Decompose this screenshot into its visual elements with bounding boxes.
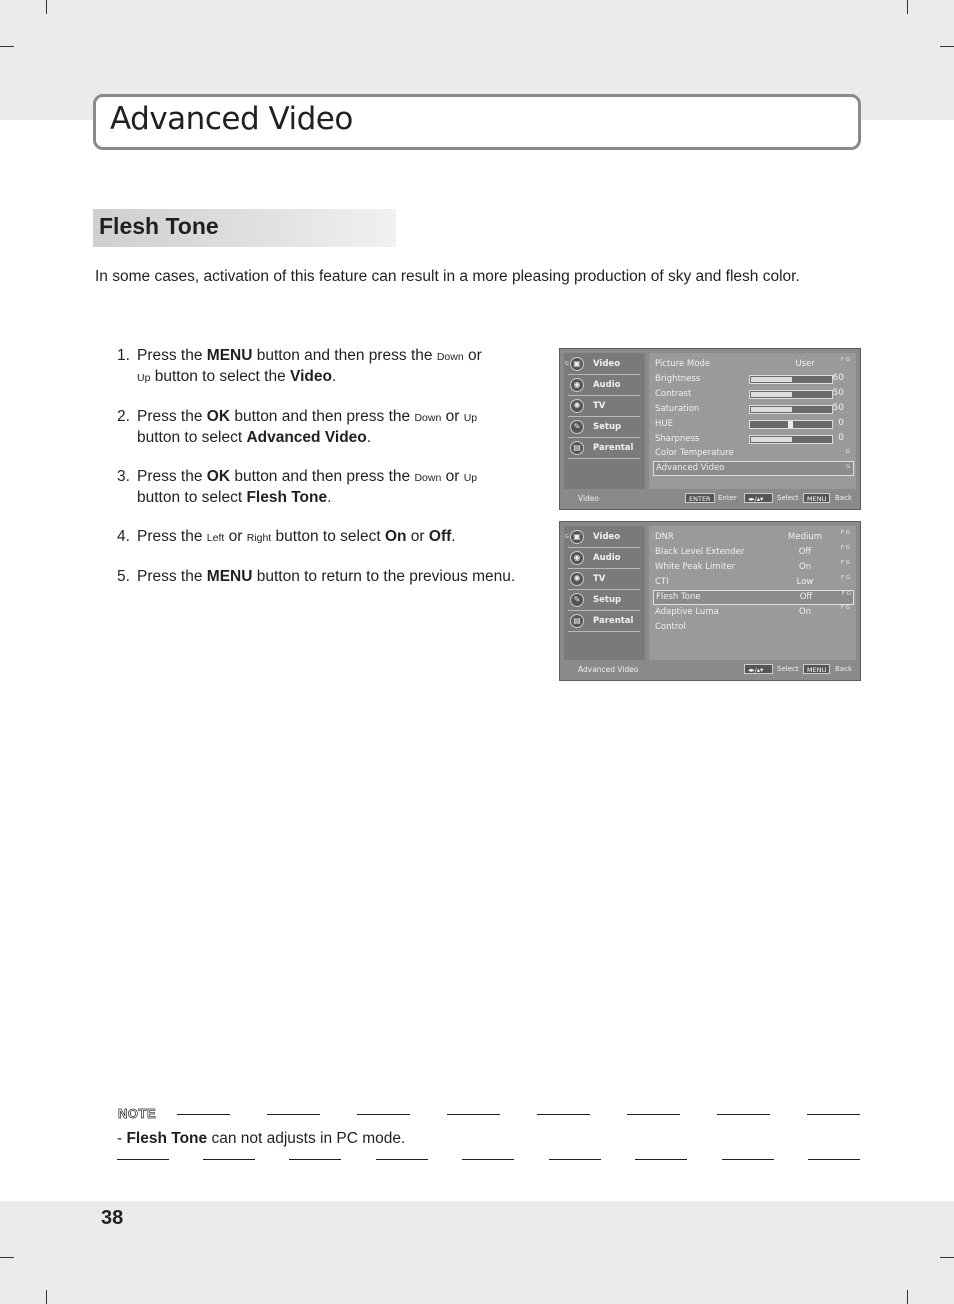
arrow-label: Up [137, 372, 151, 384]
arrow-label: Right [246, 532, 272, 544]
menu-row-contrast[interactable] [655, 387, 850, 402]
footer-text: Enter [718, 494, 737, 502]
crop-mark [940, 46, 954, 47]
row-value: Low [796, 577, 814, 587]
sidebar-item-video[interactable] [568, 355, 640, 375]
slider-bar[interactable] [749, 405, 833, 414]
menu-row-control[interactable] [655, 620, 850, 635]
osd-footer [564, 491, 856, 507]
option-name: Off [428, 528, 452, 545]
row-value: On [798, 607, 812, 617]
slider-fill [751, 392, 792, 397]
arrow-label: Down [414, 472, 442, 484]
video-icon: ▣ [570, 530, 584, 544]
menu-name: Video [290, 368, 332, 385]
step-text: button and then press the [230, 408, 415, 425]
row-flag: F G [840, 560, 850, 566]
step-text: . [366, 429, 372, 446]
arrow-label: Down [414, 412, 442, 424]
intro-text: In some cases, activation of this feature can result in a more pleasing production of sky and flesh color. [95, 268, 800, 285]
note-rule [462, 1159, 514, 1160]
note-rule [808, 1159, 860, 1160]
crop-mark [907, 0, 908, 14]
step-text: button and then press the [230, 468, 415, 485]
note-rule [376, 1159, 428, 1160]
row-value: Off [799, 592, 813, 602]
row-flag: F G [840, 575, 850, 581]
menu-row-sharpness[interactable] [655, 432, 850, 447]
menu-row-advanced-video[interactable] [653, 461, 854, 476]
sidebar-item-audio[interactable] [568, 376, 640, 396]
row-flag: F G [840, 545, 850, 551]
menu-row-flesh-tone[interactable] [653, 590, 854, 605]
footer-label: Video [578, 494, 600, 503]
menu-row-adaptive-luma[interactable] [655, 605, 850, 620]
menu-name: Advanced Video [246, 429, 367, 446]
slider-bar[interactable] [749, 390, 833, 399]
crop-mark [940, 1257, 954, 1258]
osd-sidebar [564, 526, 645, 660]
page-title-box [93, 94, 861, 150]
sidebar-label: Setup [593, 422, 622, 432]
button-name: OK [206, 408, 231, 425]
step-number: 3. [117, 468, 130, 485]
page-title: Advanced Video [110, 101, 353, 137]
nav-arrows-icon: ◂▸/▴▾ [744, 664, 773, 674]
step-text: button to select the [150, 368, 291, 385]
crop-mark [46, 1290, 47, 1304]
row-label: Black Level Extender [655, 547, 745, 557]
section-title: Flesh Tone [99, 213, 219, 239]
row-flag: F G [840, 530, 850, 536]
note-rule [722, 1159, 774, 1160]
row-number: 0 [838, 418, 844, 428]
row-label: HUE [655, 419, 673, 429]
row-number: 60 [832, 373, 844, 383]
note-text [117, 1130, 405, 1148]
sidebar-label: Video [593, 532, 621, 542]
note-rule [289, 1159, 341, 1160]
button-name: MENU [206, 347, 253, 364]
row-value: User [795, 359, 815, 369]
note-rule [117, 1159, 169, 1160]
row-label: Flesh Tone [656, 592, 701, 602]
crop-mark [46, 0, 47, 14]
arrow-label: Up [463, 472, 478, 484]
note-rule [635, 1159, 687, 1160]
section-header [93, 209, 396, 247]
menu-row-dnr[interactable] [655, 530, 850, 545]
step-text: Press the [137, 408, 207, 425]
sidebar-item-tv[interactable] [568, 570, 640, 590]
sidebar-label: Audio [593, 380, 621, 390]
footer-text: Back [835, 665, 852, 673]
step-text: or [441, 408, 464, 425]
row-number: 0 [838, 433, 844, 443]
step-text: or [441, 468, 464, 485]
step-text: Press the [137, 568, 207, 585]
menu-row-brightness[interactable] [655, 372, 850, 387]
note-bullet: - [117, 1130, 127, 1147]
row-label: DNR [655, 532, 674, 542]
slider-fill [751, 377, 792, 382]
option-name: On [384, 528, 407, 545]
row-label: White Peak Limiter [655, 562, 736, 572]
sidebar-item-tv[interactable] [568, 397, 640, 417]
sidebar-item-parental[interactable] [568, 439, 640, 459]
row-label: Advanced Video [656, 463, 725, 473]
video-icon: ▣ [570, 357, 584, 371]
sidebar-label: Video [593, 359, 621, 369]
row-value: Medium [788, 532, 822, 542]
film-reel-icon: ✺ [570, 572, 584, 586]
sidebar-label: TV [593, 574, 606, 584]
slider-bar[interactable] [749, 420, 833, 429]
menu-row-black-level-extender[interactable] [655, 545, 850, 560]
arrow-label: Down [436, 351, 464, 363]
step-text: or [224, 528, 247, 545]
parental-icon: ▤ [570, 441, 584, 455]
step-text: . [451, 528, 456, 545]
note-rule [627, 1114, 680, 1115]
row-label: Brightness [655, 374, 701, 384]
step-text: Press the [137, 347, 207, 364]
sidebar-item-setup[interactable] [568, 591, 640, 611]
crop-mark [0, 1257, 14, 1258]
row-label: Color Temperature [655, 448, 734, 458]
speaker-icon: ◉ [570, 551, 584, 565]
step-1 [117, 346, 517, 388]
button-name: OK [206, 468, 231, 485]
note-rule [549, 1159, 601, 1160]
menu-key[interactable]: MENU [803, 664, 830, 674]
osd-corner-glyph: G [565, 534, 569, 540]
menu-key[interactable]: MENU [803, 493, 830, 503]
sidebar-label: Parental [593, 443, 634, 453]
step-text: button and then press the [252, 347, 437, 364]
speaker-icon: ◉ [570, 378, 584, 392]
osd-sidebar [564, 353, 645, 489]
note-rule [537, 1114, 590, 1115]
menu-row-hue[interactable] [655, 417, 850, 432]
note-rule [717, 1114, 770, 1115]
note-rule [807, 1114, 860, 1115]
sidebar-item-parental[interactable] [568, 612, 640, 632]
step-text: button to select [271, 528, 385, 545]
row-flag: F G [841, 591, 851, 597]
row-label: Contrast [655, 389, 692, 399]
sidebar-label: Audio [593, 553, 621, 563]
row-label: Picture Mode [655, 359, 711, 369]
osd-footer [564, 662, 856, 678]
note-label: NOTE [118, 1106, 157, 1121]
slider-bar[interactable] [749, 375, 833, 384]
note-rule [267, 1114, 320, 1115]
parental-icon: ▤ [570, 614, 584, 628]
row-flag: G [845, 464, 850, 470]
step-text: Press the [137, 468, 207, 485]
footer-text: Back [835, 494, 852, 502]
slider-knob [788, 421, 793, 428]
slider-fill [751, 407, 792, 412]
crop-mark [907, 1290, 908, 1304]
bottom-band [0, 1201, 954, 1304]
step-text: Press the [137, 528, 207, 545]
enter-key[interactable]: ENTER [685, 493, 715, 503]
step-text: . [331, 368, 337, 385]
note-rule [357, 1114, 410, 1115]
step-text: button to return to the previous menu. [252, 568, 516, 585]
step-text: or [406, 528, 429, 545]
sidebar-label: TV [593, 401, 606, 411]
setup-icon: ✎ [570, 593, 584, 607]
osd-video-menu [559, 348, 861, 510]
menu-row-color-temperature[interactable] [655, 446, 850, 461]
note-rule [177, 1114, 230, 1115]
menu-name: Flesh Tone [246, 489, 328, 506]
row-label: Sharpness [655, 434, 700, 444]
nav-arrows-icon: ◂▸/▴▾ [744, 493, 773, 503]
page-number: 38 [101, 1207, 124, 1229]
step-number: 5. [117, 568, 130, 585]
row-label: CTI [655, 577, 669, 587]
sidebar-item-video[interactable] [568, 528, 640, 548]
menu-row-saturation[interactable] [655, 402, 850, 417]
row-label: Saturation [655, 404, 700, 414]
menu-row-cti[interactable] [655, 575, 850, 590]
note-rule [203, 1159, 255, 1160]
footer-text: Select [777, 665, 799, 673]
slider-bar[interactable] [749, 435, 833, 444]
step-3 [117, 467, 517, 508]
sidebar-item-setup[interactable] [568, 418, 640, 438]
row-flag: F G [840, 357, 850, 363]
row-number: 50 [832, 403, 844, 413]
crop-mark [0, 46, 14, 47]
row-label: Adaptive Luma [655, 607, 719, 617]
instruction-steps [117, 346, 517, 606]
sidebar-label: Setup [593, 595, 622, 605]
row-flag: F G [840, 605, 850, 611]
arrow-label: Up [463, 412, 478, 424]
row-label: Control [655, 622, 686, 632]
step-number: 2. [117, 408, 130, 425]
osd-main [649, 526, 856, 660]
row-flag: G [845, 449, 850, 455]
menu-row-white-peak-limiter[interactable] [655, 560, 850, 575]
note-rule [447, 1114, 500, 1115]
step-number: 4. [117, 528, 130, 545]
sidebar-label: Parental [593, 616, 634, 626]
sidebar-item-audio[interactable] [568, 549, 640, 569]
step-4 [117, 527, 517, 548]
button-name: MENU [206, 568, 253, 585]
step-text: button to select [137, 489, 247, 506]
step-number: 1. [117, 347, 130, 364]
row-value: Off [798, 547, 812, 557]
osd-main [649, 353, 856, 489]
note-bold: Flesh Tone [126, 1130, 208, 1147]
osd-advanced-video-menu [559, 521, 861, 681]
setup-icon: ✎ [570, 420, 584, 434]
row-value: On [798, 562, 812, 572]
note-rest: can not adjusts in PC mode. [207, 1130, 406, 1147]
osd-corner-glyph: G [565, 361, 569, 367]
menu-row-picture-mode[interactable] [655, 357, 850, 372]
arrow-label: Left [206, 532, 225, 544]
slider-fill [751, 437, 792, 442]
row-number: 50 [832, 388, 844, 398]
footer-label: Advanced Video [578, 665, 639, 674]
step-text: or [463, 347, 482, 364]
footer-text: Select [777, 494, 799, 502]
film-reel-icon: ✺ [570, 399, 584, 413]
step-text: button to select [137, 429, 247, 446]
step-5 [117, 567, 517, 587]
step-text: . [327, 489, 332, 506]
step-2 [117, 407, 517, 448]
